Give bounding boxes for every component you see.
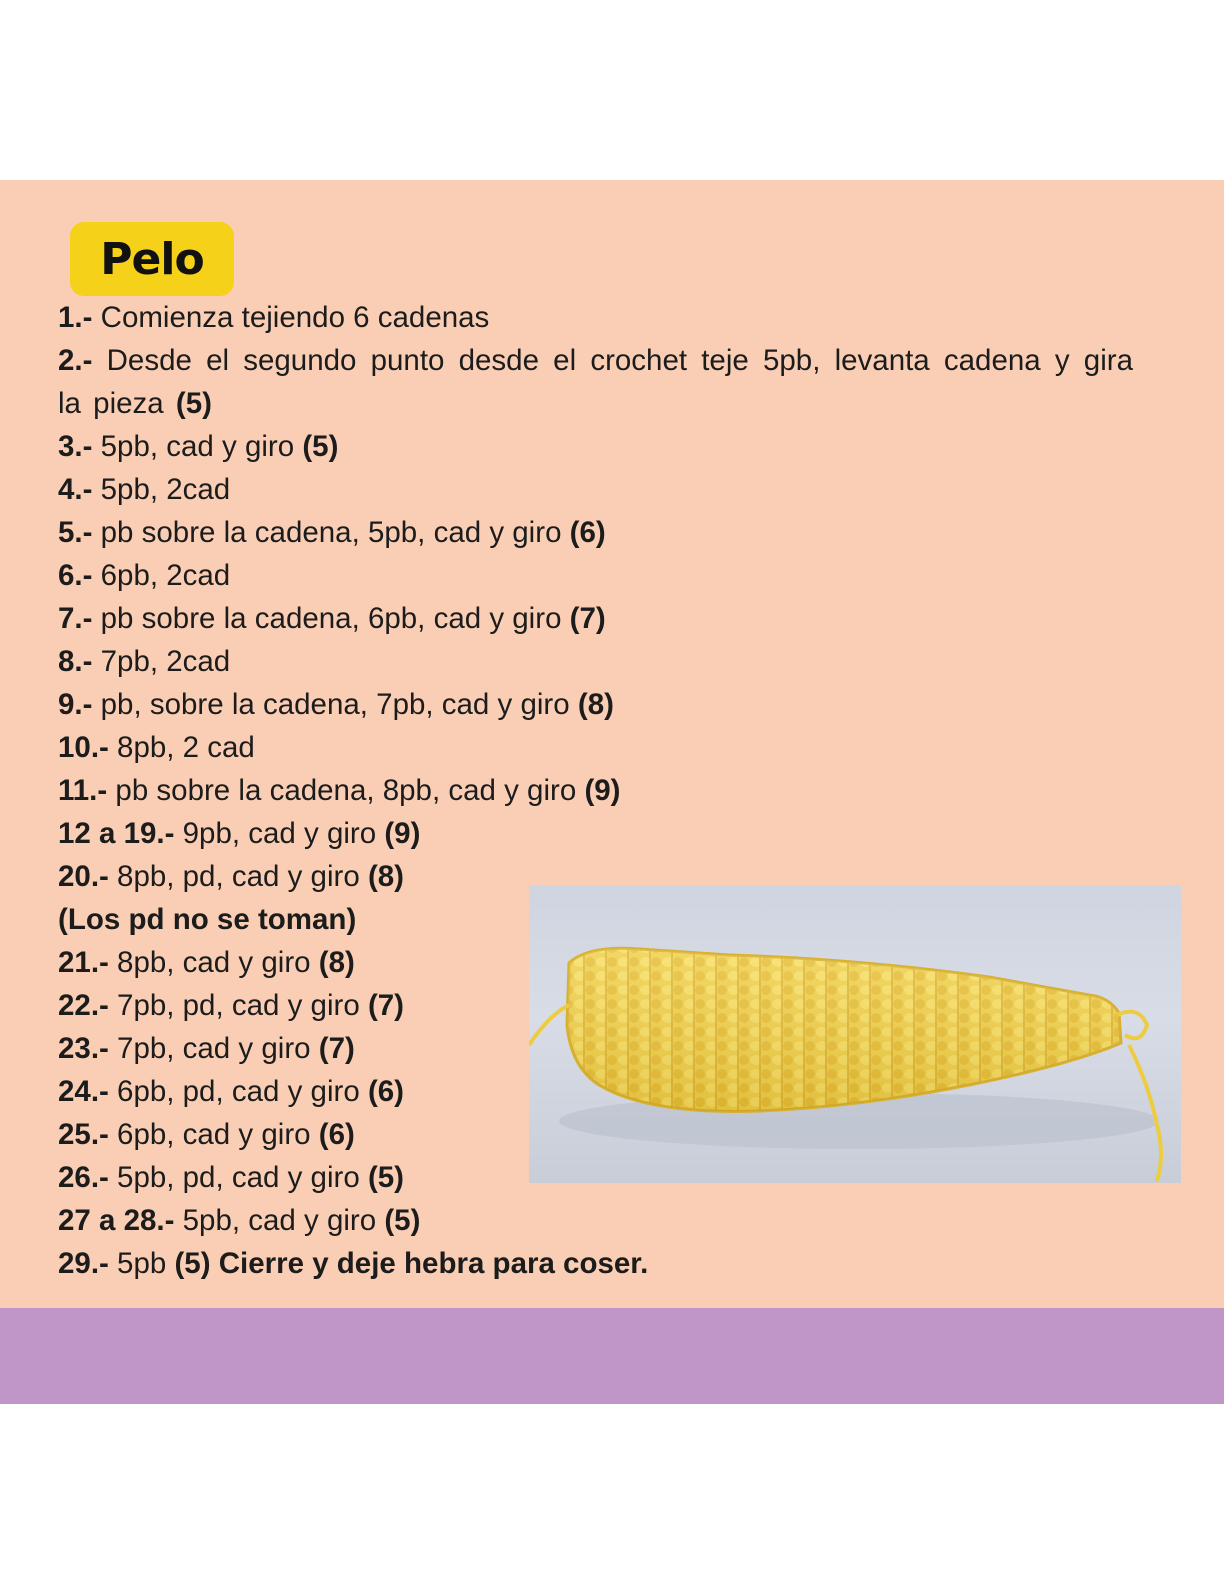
step-note-text: (Los pd no se toman) (58, 903, 357, 936)
step-number: 25.- (58, 1118, 109, 1151)
step-count: (7) (569, 602, 606, 635)
step-text: 8pb, cad y giro (108, 946, 319, 979)
step-number: 27 a 28.- (58, 1204, 175, 1237)
step-count: (5) Cierre y deje hebra para coser. (174, 1247, 649, 1280)
step-row (58, 1242, 1138, 1285)
step-row (58, 640, 1138, 683)
step-text: pb, sobre la cadena, 7pb, cad y giro (92, 688, 578, 721)
step-row (58, 683, 1138, 726)
step-number: 20.- (58, 860, 109, 893)
step-number: 11.- (58, 774, 108, 807)
step-number: 1.- (58, 301, 93, 334)
step-number: 24.- (58, 1075, 109, 1108)
step-text: pb sobre la cadena, 8pb, cad y giro (107, 774, 585, 807)
step-number: 6.- (58, 559, 93, 592)
step-count: (8) (318, 946, 355, 979)
step-count: (8) (577, 688, 614, 721)
step-count: (5) (384, 1204, 421, 1237)
step-count: (8) (367, 860, 405, 893)
step-row (58, 769, 1138, 812)
step-number: 23.- (58, 1032, 109, 1065)
step-text: pb sobre la cadena, 5pb, cad y giro (92, 516, 570, 549)
section-title: Pelo (100, 233, 204, 285)
step-count: (5) (175, 387, 212, 420)
step-text: 6pb, pd, cad y giro (108, 1075, 368, 1108)
step-text: 7pb, cad y giro (108, 1032, 319, 1065)
step-text: Comienza tejiendo 6 cadenas (92, 301, 490, 334)
step-row (58, 726, 1138, 769)
step-text: 7pb, 2cad (92, 645, 231, 678)
step-row (58, 296, 1138, 339)
step-count: (7) (367, 989, 405, 1022)
step-number: 10.- (58, 731, 109, 764)
step-text: 5pb, pd, cad y giro (108, 1161, 368, 1194)
step-count: (6) (318, 1118, 355, 1151)
section-title-badge (70, 222, 234, 296)
step-count: (5) (302, 430, 339, 463)
step-number: 8.- (58, 645, 93, 678)
step-number: 21.- (58, 946, 109, 979)
step-number: 29.- (58, 1247, 109, 1280)
step-count: (9) (584, 774, 621, 807)
step-number: 5.- (58, 516, 93, 549)
step-number: 7.- (58, 602, 93, 635)
step-count: (6) (367, 1075, 405, 1108)
footer-band (0, 1308, 1224, 1404)
step-count: (7) (318, 1032, 355, 1065)
step-text: 9pb, cad y giro (174, 817, 385, 850)
step-text: 8pb, 2 cad (108, 731, 255, 764)
step-count: (5) (367, 1161, 405, 1194)
step-number: 12 a 19.- (58, 817, 175, 850)
yarn-piece-icon (529, 885, 1181, 1183)
step-row (58, 425, 1138, 468)
step-number: 3.- (58, 430, 93, 463)
step-text: 6pb, 2cad (92, 559, 231, 592)
step-row (58, 597, 1138, 640)
step-text: Desde el segundo punto desde el crochet teje 5pb, levanta cadena y gira la pieza (58, 344, 1133, 420)
step-number: 9.- (58, 688, 93, 721)
step-row (58, 468, 1138, 511)
step-text: 5pb, 2cad (92, 473, 231, 506)
step-count: (9) (384, 817, 421, 850)
step-number: 4.- (58, 473, 93, 506)
step-text: pb sobre la cadena, 6pb, cad y giro (92, 602, 570, 635)
step-row (58, 554, 1138, 597)
step-row (58, 339, 1133, 425)
step-number: 26.- (58, 1161, 109, 1194)
step-row (58, 812, 1138, 855)
step-text: 5pb (108, 1247, 175, 1280)
step-row (58, 1199, 1138, 1242)
step-text: 6pb, cad y giro (108, 1118, 319, 1151)
step-count: (6) (569, 516, 606, 549)
step-text: 7pb, pd, cad y giro (108, 989, 368, 1022)
step-text: 8pb, pd, cad y giro (108, 860, 368, 893)
step-number: 2.- (58, 344, 93, 377)
step-text: 5pb, cad y giro (92, 430, 303, 463)
step-text: 5pb, cad y giro (174, 1204, 385, 1237)
step-number: 22.- (58, 989, 109, 1022)
crochet-hair-piece-photo (529, 885, 1181, 1183)
step-row (58, 511, 1138, 554)
